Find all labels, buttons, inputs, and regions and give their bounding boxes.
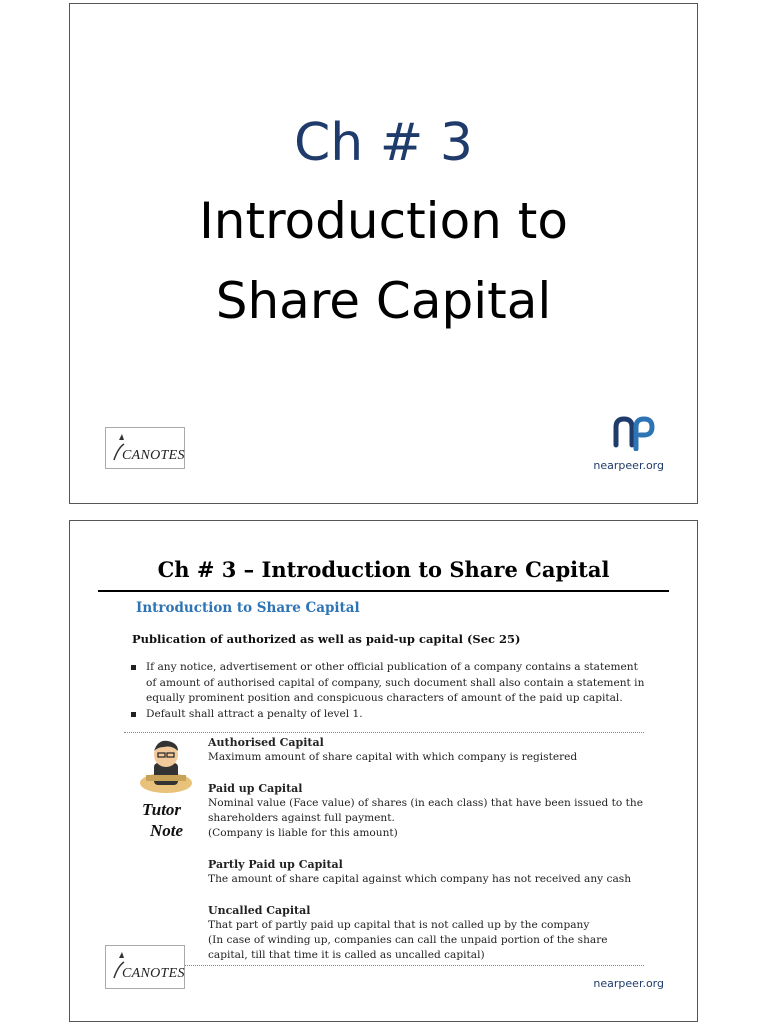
canotes-logo-text: CANOTES — [122, 448, 185, 463]
canotes-logo — [105, 945, 185, 989]
nearpeer-url: nearpeer.org — [593, 977, 664, 990]
canotes-logo — [105, 427, 185, 469]
tutor-note-label: Tutor — [142, 800, 182, 819]
note-title: Partly Paid up Capital — [208, 858, 343, 871]
title-slide — [69, 3, 698, 504]
slide-title: Ch # 3 – Introduction to Share Capital — [157, 557, 610, 582]
note-text: Nominal value (Face value) of shares (in each class) that have been issued to the shareholders against full payment. — [208, 797, 644, 824]
note-title: Authorised Capital — [208, 736, 324, 749]
note-title: Paid up Capital — [208, 782, 303, 795]
note-extra: (Company is liable for this amount) — [208, 827, 398, 839]
dotted-divider — [124, 965, 644, 966]
note-text: That part of partly paid up capital that is not called up by the company — [208, 919, 590, 931]
content-slide — [69, 520, 698, 1022]
dotted-divider — [124, 732, 644, 733]
note-text: The amount of share capital against which company has not received any cash — [208, 873, 632, 885]
note-uncalled-capital — [208, 903, 648, 963]
tutor-cartoon-icon — [138, 735, 194, 795]
nearpeer-np-icon — [612, 415, 656, 451]
note-extra: (In case of winding up, companies can call the unpaid portion of the share capital, till that time it is called as uncalled capital) — [208, 934, 608, 961]
bullet-item: If any notice, advertisement or other official publication of a company contains a statement of amount of authorised capital of company, such document shall also contain a statement in equally prominent position and conspicuous characters of amount of the paid up capital. — [128, 660, 648, 707]
chapter-title-line-1: Introduction to — [199, 192, 568, 250]
title-rule — [98, 590, 669, 592]
nearpeer-url: nearpeer.org — [593, 459, 664, 472]
section-heading: Publication of authorized as well as paid-up capital (Sec 25) — [132, 632, 521, 646]
chapter-title-line-2: Share Capital — [215, 272, 552, 330]
bullet-list — [128, 660, 648, 722]
note-title: Uncalled Capital — [208, 904, 311, 917]
tutor-note-label: Note — [150, 821, 184, 840]
note-text: Maximum amount of share capital with which company is registered — [208, 751, 578, 763]
note-authorised-capital — [208, 735, 648, 765]
bullet-item: Default shall attract a penalty of level 1. — [128, 707, 648, 723]
note-paid-up-capital — [208, 781, 648, 841]
chapter-number: Ch # 3 — [294, 113, 473, 173]
canotes-logo-text: CANOTES — [122, 966, 185, 981]
note-partly-paid-up-capital — [208, 857, 648, 887]
section-subtitle: Introduction to Share Capital — [136, 600, 360, 616]
